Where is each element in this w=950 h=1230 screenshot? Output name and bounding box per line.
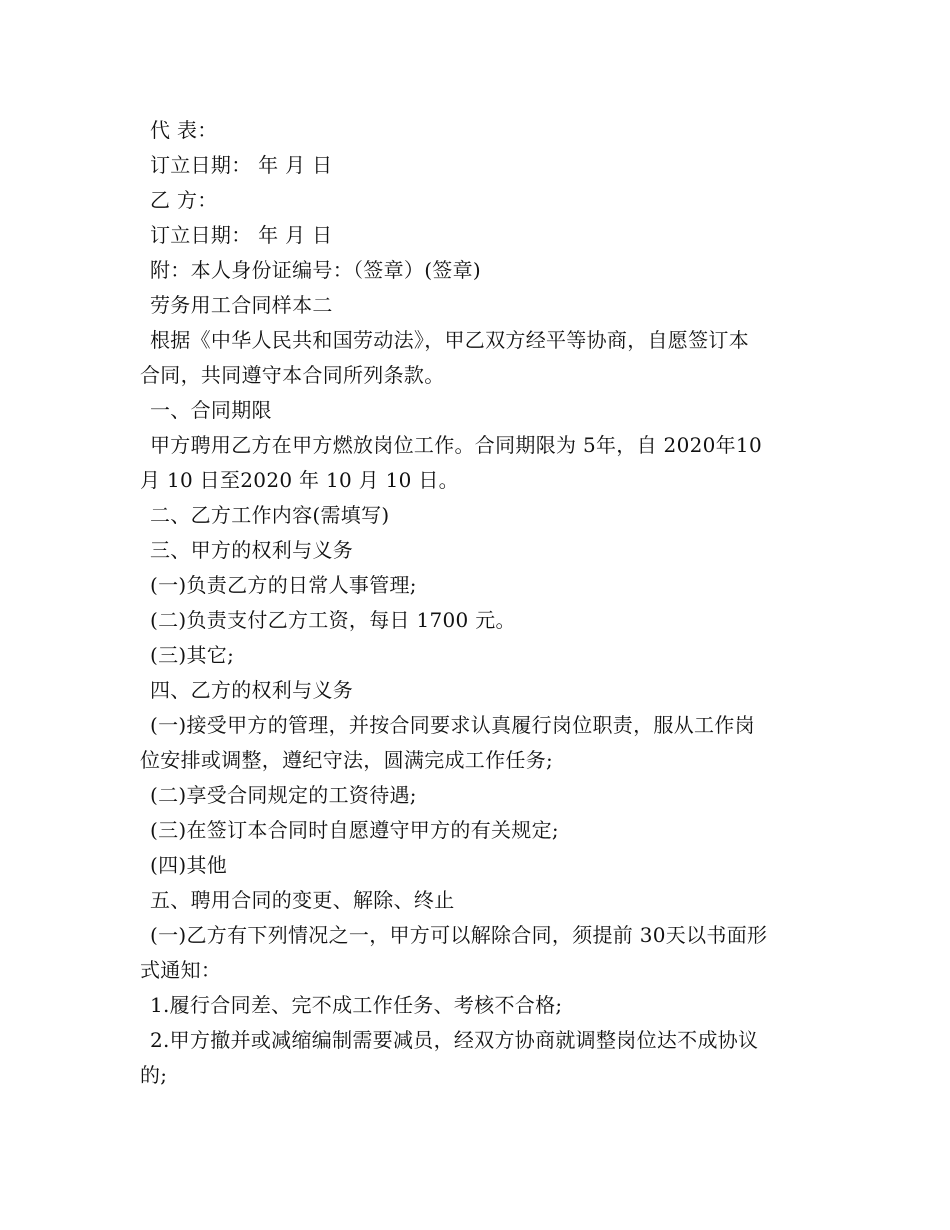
- paragraph-line: 根据《中华人民共和国劳动法》，甲乙双方经平等协商，自愿签订本: [150, 328, 749, 352]
- paragraph-line: 甲方聘用乙方在甲方燃放岗位工作。合同期限为 5年，自 2020年10: [150, 433, 762, 457]
- section-heading: 二、乙方工作内容(需填写): [150, 503, 390, 527]
- clause-line: (一)乙方有下列情况之一，甲方可以解除合同，须提前 30天以书面形: [150, 923, 768, 947]
- list-item: 的;: [140, 1063, 168, 1087]
- contract-title: 劳务用工合同样本二: [150, 293, 333, 317]
- signing-date-line: 订立日期： 年 月 日: [150, 153, 333, 177]
- clause-line: (四)其他: [150, 853, 228, 877]
- clause-line: (二)负责支付乙方工资，每日 1700 元。: [150, 608, 516, 632]
- clause-line: (二)享受合同规定的工资待遇;: [150, 783, 417, 807]
- clause-line: 位安排或调整，遵纪守法，圆满完成工作任务;: [140, 748, 554, 772]
- clause-line: 式通知：: [140, 958, 222, 982]
- list-item: 2.甲方撤并或减缩编制需要减员，经双方协商就调整岗位达不成协议: [150, 1028, 759, 1052]
- paragraph-line: 合同，共同遵守本合同所列条款。: [140, 363, 445, 387]
- section-heading: 一、合同期限: [150, 398, 272, 422]
- clause-line: (一)接受甲方的管理，并按合同要求认真履行岗位职责，服从工作岗: [150, 713, 755, 737]
- clause-line: (三)在签订本合同时自愿遵守甲方的有关规定;: [150, 818, 559, 842]
- document-body: [140, 113, 815, 1093]
- clause-line: (三)其它;: [150, 643, 235, 667]
- party-b-line: 乙 方：: [150, 188, 218, 212]
- signing-date-line: 订立日期： 年 月 日: [150, 223, 333, 247]
- list-item: 1.履行合同差、完不成工作任务、考核不合格;: [150, 993, 563, 1017]
- paragraph-line: 月 10 日至2020 年 10 月 10 日。: [140, 468, 459, 492]
- section-heading: 三、甲方的权利与义务: [150, 538, 353, 562]
- representative-line: 代 表：: [150, 118, 218, 142]
- id-number-line: 附：本人身份证编号：（签章）(签章): [150, 258, 482, 282]
- clause-line: (一)负责乙方的日常人事管理;: [150, 573, 417, 597]
- section-heading: 五、聘用合同的变更、解除、终止: [150, 888, 455, 912]
- section-heading: 四、乙方的权利与义务: [150, 678, 353, 702]
